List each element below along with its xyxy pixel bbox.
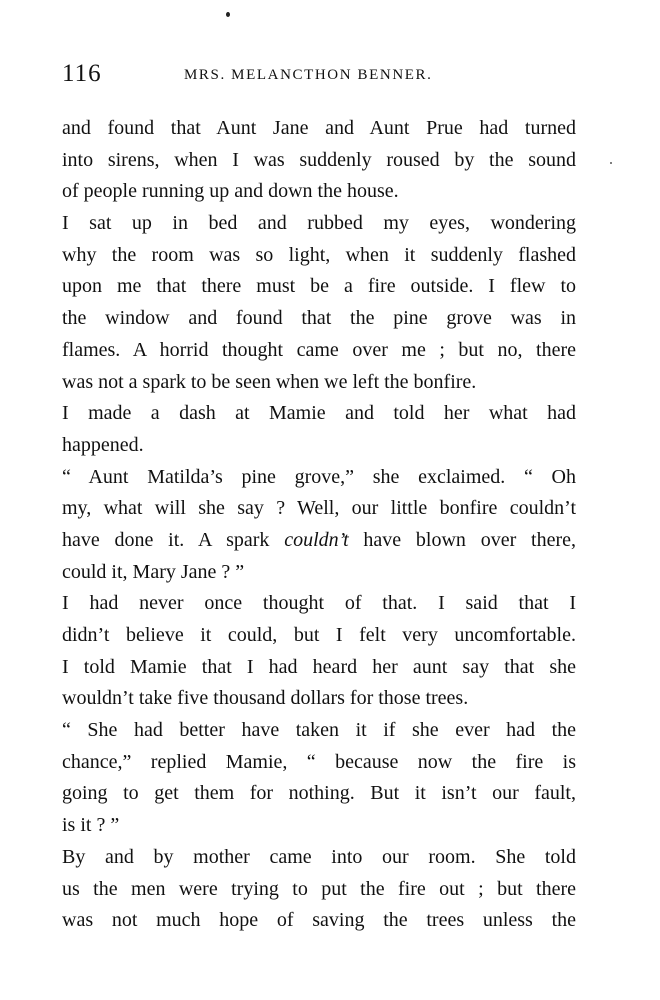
text-segment: have blown over there, [348, 528, 576, 551]
text-line: didn’t believe it could, but I felt very uncomfortable. [62, 624, 576, 646]
page-body [62, 113, 576, 937]
text-line: into sirens, when I was suddenly roused by the sound [62, 148, 576, 171]
text-line: my, what will she say ? Well, our little bonfire couldn’t [62, 497, 576, 520]
text-line: wouldn’t take five thousand dollars for those trees. [62, 687, 469, 710]
ink-speck [610, 162, 612, 164]
text-line: of people running up and down the house. [62, 180, 399, 203]
italic-word: couldn’t [284, 528, 349, 551]
text-line: was not much hope of saving the trees unless the [62, 909, 576, 932]
text-line: I made a dash at Mamie and told her what had [62, 402, 576, 425]
text-line: going to get them for nothing. But it isn’t our fault, [62, 782, 576, 805]
text-line: was not a spark to be seen when we left the bonfire. [62, 370, 477, 393]
ink-speck [226, 12, 230, 17]
text-line: I had never once thought of that. I said that I [62, 592, 576, 615]
text-line: is it ? ” [62, 814, 120, 837]
text-line: “ Aunt Matilda’s pine grove,” she exclaimed. “ Oh [62, 465, 576, 488]
text-line: us the men were trying to put the fire out ; but there [62, 877, 576, 900]
text-line: and found that Aunt Jane and Aunt Prue had turned [62, 117, 576, 139]
page-number: 116 [62, 60, 102, 87]
text-line: I sat up in bed and rubbed my eyes, wondering [62, 212, 576, 235]
page-header [62, 60, 576, 90]
text-line: “ She had better have taken it if she ever had the [62, 719, 576, 742]
text-line: happened. [62, 433, 144, 456]
text-line: I told Mamie that I had heard her aunt say that she [62, 655, 576, 678]
text-line: could it, Mary Jane ? ” [62, 560, 245, 583]
text-line: By and by mother came into our room. She told [62, 845, 576, 868]
text-line: why the room was so light, when it suddenly flashed [62, 243, 576, 266]
text-line: upon me that there must be a fire outside. I flew to [62, 275, 576, 298]
running-head: MRS. MELANCTHON BENNER. [184, 67, 433, 83]
text-line: the window and found that the pine grove was in [62, 307, 576, 330]
text-segment: have done it. A spark [62, 528, 285, 551]
text-line: chance,” replied Mamie, “ because now the fire is [62, 750, 576, 773]
text-line: flames. A horrid thought came over me ; but no, there [62, 338, 576, 361]
text-line-with-italic [62, 525, 576, 557]
